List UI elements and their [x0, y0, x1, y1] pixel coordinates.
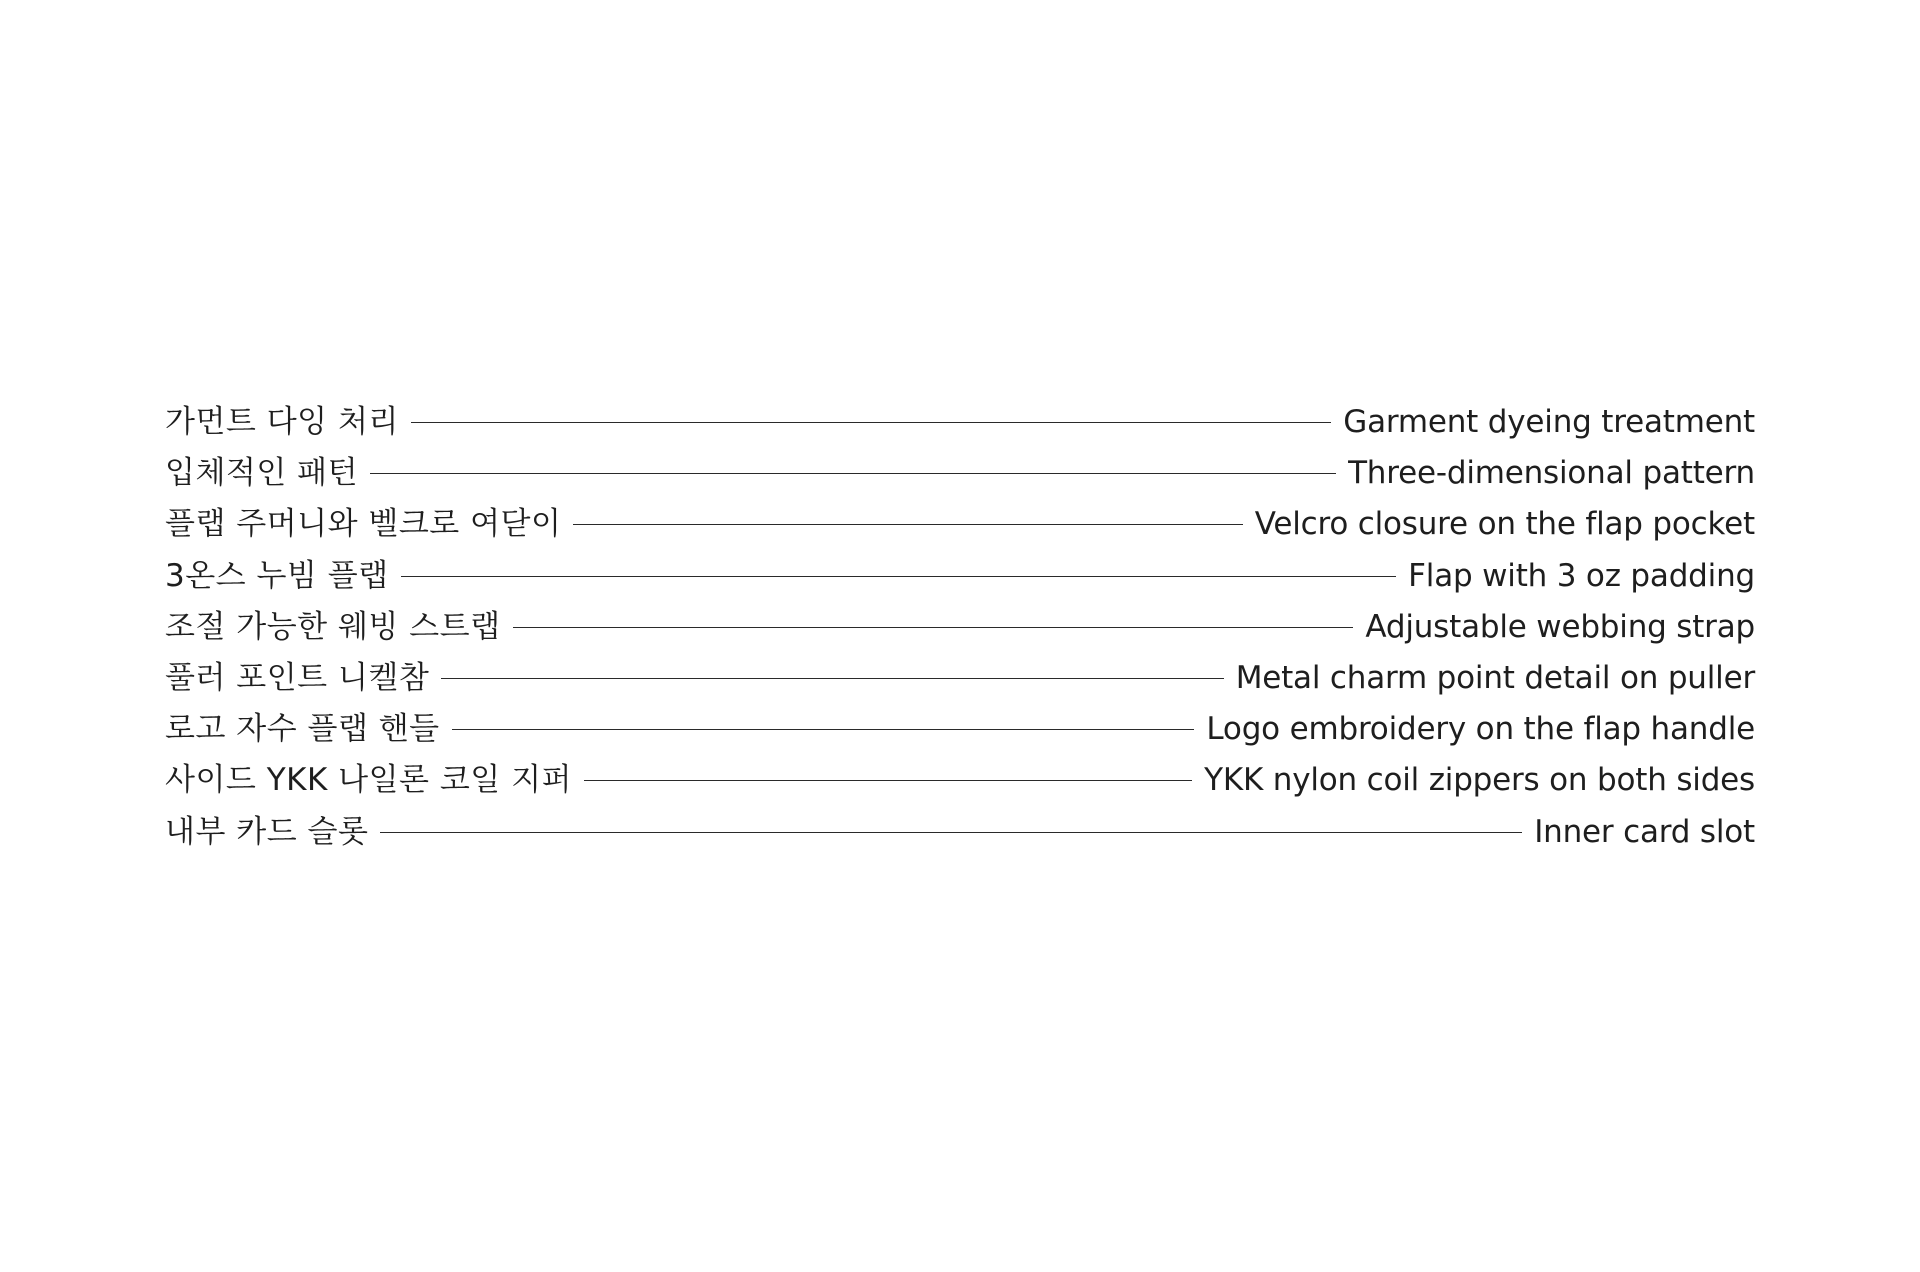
leader-line [380, 832, 1522, 833]
leader-line [452, 729, 1195, 730]
feature-label-english: Flap with 3 oz padding [1408, 557, 1755, 594]
feature-label-korean: 풀러 포인트 니켈참 [165, 660, 430, 697]
feature-label-english: Metal charm point detail on puller [1235, 660, 1755, 697]
feature-label-korean: 입체적인 패턴 [165, 455, 359, 492]
feature-row [165, 704, 1755, 755]
feature-label-english: Inner card slot [1534, 813, 1755, 850]
feature-row [165, 602, 1755, 653]
leader-line [411, 422, 1331, 423]
feature-label-korean: 로고 자수 플랩 핸들 [165, 711, 440, 748]
leader-line [513, 627, 1354, 628]
feature-label-english: YKK nylon coil zippers on both sides [1204, 762, 1755, 799]
feature-row [165, 807, 1755, 858]
leader-line [401, 576, 1397, 577]
leader-line [573, 524, 1242, 525]
feature-row [165, 653, 1755, 704]
feature-row [165, 551, 1755, 602]
leader-line [370, 473, 1336, 474]
leader-line [441, 678, 1223, 679]
feature-label-english: Logo embroidery on the flap handle [1206, 711, 1755, 748]
feature-list [165, 397, 1755, 858]
feature-label-english: Three-dimensional pattern [1348, 455, 1755, 492]
feature-label-korean: 조절 가능한 웨빙 스트랩 [165, 608, 501, 645]
feature-row [165, 499, 1755, 550]
feature-label-korean: 가먼트 다잉 처리 [165, 404, 399, 441]
feature-label-english: Garment dyeing treatment [1343, 404, 1755, 441]
feature-row [165, 397, 1755, 448]
feature-label-korean: 사이드 YKK 나일론 코일 지퍼 [165, 762, 572, 799]
feature-row [165, 755, 1755, 806]
feature-row [165, 448, 1755, 499]
feature-label-korean: 3온스 누빔 플랩 [165, 557, 389, 594]
feature-label-korean: 내부 카드 슬롯 [165, 813, 369, 850]
feature-label-english: Velcro closure on the flap pocket [1254, 506, 1755, 543]
leader-line [584, 780, 1192, 781]
feature-label-korean: 플랩 주머니와 벨크로 여닫이 [165, 506, 562, 543]
feature-label-english: Adjustable webbing strap [1365, 608, 1755, 645]
